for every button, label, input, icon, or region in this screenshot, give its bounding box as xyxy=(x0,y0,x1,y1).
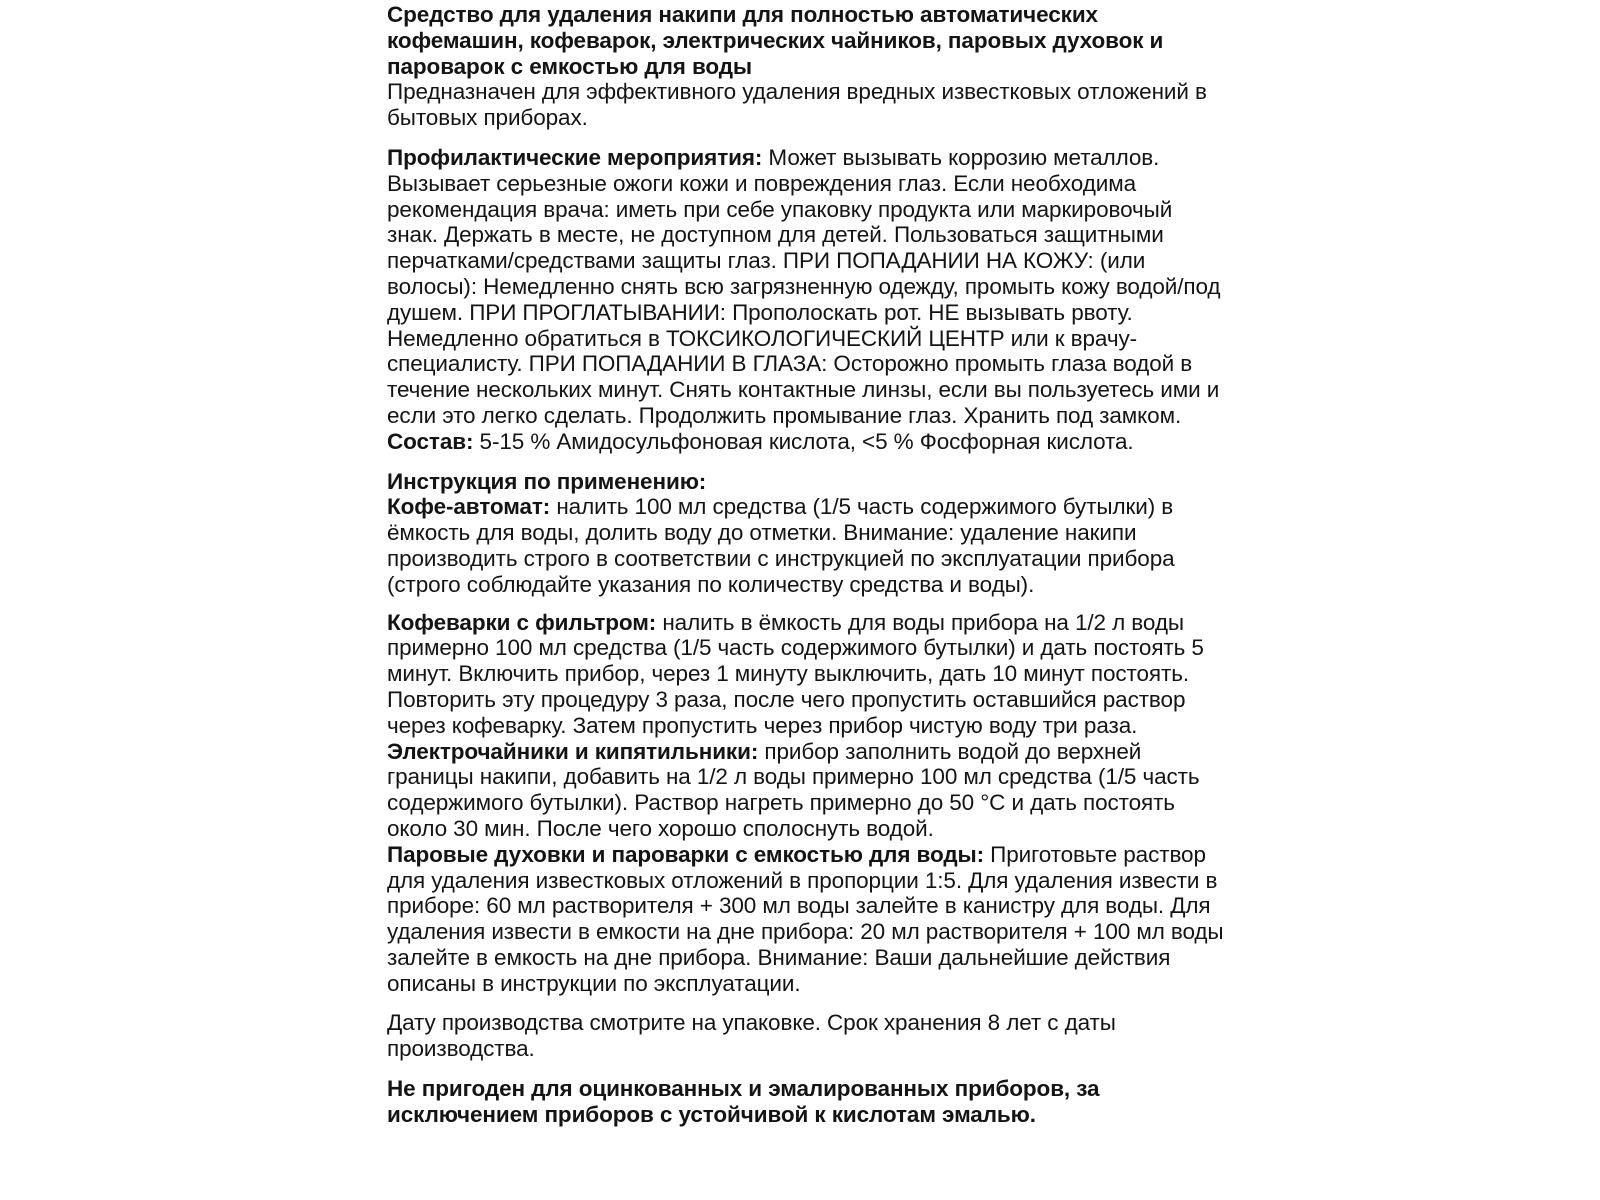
instruction-heading: Паровые духовки и пароварки с емкостью для воды: xyxy=(387,841,985,867)
instruction-text: прибор заполнить водой до верхней границы накипи, добавить на 1/2 л воды примерно 100 мл средства (1/5 часть содержимого бутылки). Раствор нагреть примерно до 50 °С и дать постоять около 30 мин. После чего хорошо сполоснуть водой. xyxy=(387,738,1200,841)
instruction-kettles xyxy=(387,739,1227,842)
production-date-note: Дату производства смотрите на упаковке. Срок хранения 8 лет с даты производства. xyxy=(387,1010,1116,1062)
product-label-text xyxy=(387,2,1227,1128)
composition-text: 5-15 % Амидосульфоновая кислота, <5 % Фосфорная кислота. xyxy=(479,428,1134,454)
warning-note: Не пригоден для оцинкованных и эмалированных приборов, за исключением приборов с устойчивой к кислотам эмалью. xyxy=(387,1076,1100,1127)
product-purpose: Предназначен для эффективного удаления вредных известковых отложений в бытовых приборах. xyxy=(387,79,1207,131)
composition-heading: Состав: xyxy=(387,428,474,454)
instruction-heading: Электрочайники и кипятильники: xyxy=(387,738,759,764)
product-title: Средство для удаления накипи для полностью автоматических кофемашин, кофеварок, электрических чайников, паровых духовок и пароварок с емкостью для воды xyxy=(387,2,1164,79)
instruction-filter-coffee-maker xyxy=(387,610,1227,739)
instruction-heading: Кофе-автомат: xyxy=(387,494,551,520)
instruction-coffee-machine xyxy=(387,494,1227,597)
composition-paragraph xyxy=(387,429,1227,455)
instruction-text: налить в ёмкость для воды прибора на 1/2 л воды примерно 100 мл средства (1/5 часть содержимого бутылки) и дать постоять 5 минут. Включить прибор, через 1 минуту выключить, дать 10 минут постоять. Повторить эту процедуру 3 раза, после чего пропустить оставшийся раствор через кофеварку. Затем пропустить через прибор чистую воду три раза. xyxy=(387,609,1204,738)
precautions-heading: Профилактические мероприятия: xyxy=(387,144,763,170)
instruction-text: Приготовьте раствор для удаления известковых отложений в пропорции 1:5. Для удаления извести в приборе: 60 мл растворителя + 300 мл воды залейте в канистру для воды. Для удаления извести в емкости на дне прибора: 20 мл растворителя + 100 мл воды залейте в емкость на дне прибора. Внимание: Ваши дальнейшие действия описаны в инструкции по эксплуатации. xyxy=(387,841,1224,996)
precautions-text: Может вызывать коррозию металлов. Вызывает серьезные ожоги кожи и повреждения глаз. Если необходима рекомендация врача: иметь при себе упаковку продукта или маркировочый знак. Держать в месте, не доступном для детей. Пользоваться защитными перчатками/средствами защиты глаз. ПРИ ПОПАДАНИИ НА КОЖУ: (или волосы): Немедленно снять всю загрязненную одежду, промыть кожу водой/под душем. ПРИ ПРОГЛАТЫВАНИИ: Прополоскать рот. НЕ вызывать рвоту. Немедленно обратиться в ТОКСИКОЛОГИЧЕСКИЙ ЦЕНТР или к врачу-специалисту. ПРИ ПОПАДАНИИ В ГЛАЗА: Осторожно промыть глаза водой в течение нескольких минут. Снять контактные линзы, если вы пользуетесь ими и если это легко сделать. Продолжить промывание глаз. Хранить под замком. xyxy=(387,144,1221,428)
instructions-heading: Инструкция по применению: xyxy=(387,468,707,494)
instruction-heading: Кофеварки с фильтром: xyxy=(387,609,657,635)
instruction-text: налить 100 мл средства (1/5 часть содержимого бутылки) в ёмкость для воды, долить воду до отметки. Внимание: удаление накипи производить строго в соответствии с инструкцией по эксплуатации прибора (строго соблюдайте указания по количеству средства и воды). xyxy=(387,494,1175,597)
precautions-paragraph xyxy=(387,145,1227,429)
instruction-steam-ovens xyxy=(387,842,1227,997)
